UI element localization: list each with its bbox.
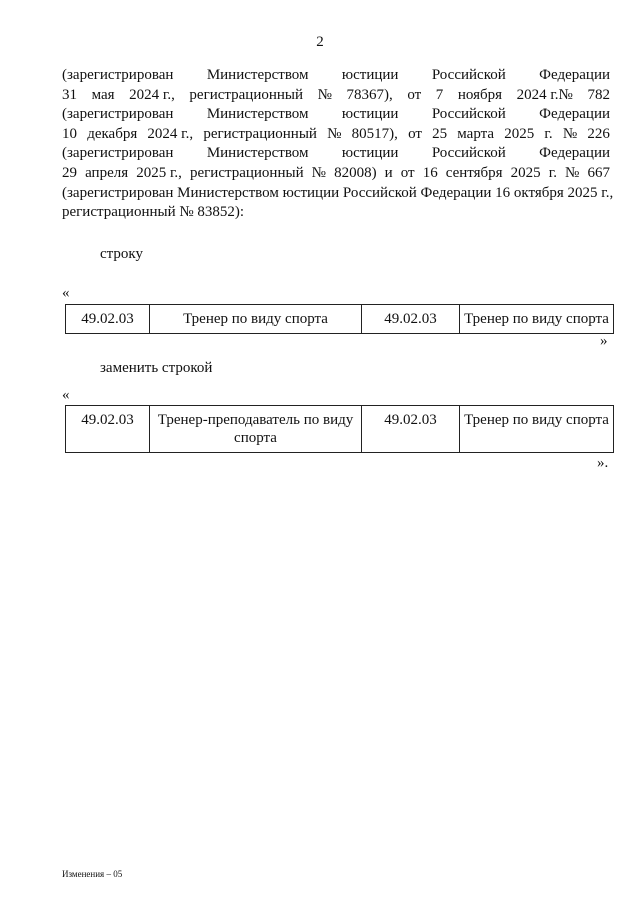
amendment-paragraph — [62, 66, 614, 223]
paragraph-word: 226 — [587, 125, 610, 142]
paragraph-word: Российской — [431, 106, 506, 123]
paragraph-word: Федерации — [539, 145, 610, 162]
label-replace: заменить строкой — [100, 360, 213, 376]
paragraph-word: 29 — [62, 164, 77, 181]
paragraph-word: Российской — [431, 145, 506, 162]
paragraph-word: и — [384, 164, 393, 181]
paragraph-line — [62, 164, 610, 184]
paragraph-line — [62, 105, 610, 125]
paragraph-word: от — [400, 164, 415, 181]
table-cell-qualification: Тренер по виду спорта — [150, 305, 362, 334]
paragraph-word: Министерством — [206, 67, 309, 83]
paragraph-word: 2024 г., — [129, 86, 175, 103]
paragraph-word: декабря — [87, 125, 138, 142]
paragraph-word: Российской — [431, 67, 506, 83]
paragraph-word: Министерством — [206, 145, 309, 162]
table-cell-qualification: Тренер-преподаватель по виду спорта — [150, 406, 362, 453]
table-cell-code: 49.02.03 — [362, 406, 460, 453]
closing-quote-1: » — [600, 333, 608, 349]
page-number: 2 — [316, 34, 324, 50]
footer-note: Изменения – 05 — [62, 869, 123, 879]
paragraph-word: 2025 — [504, 125, 535, 142]
paragraph-word: (зарегистрирован — [62, 145, 174, 162]
paragraph-word: 782 — [587, 86, 610, 103]
paragraph-word: 82008) — [334, 164, 377, 181]
paragraph-word: юстиции — [341, 106, 399, 123]
new-row-table — [65, 405, 614, 453]
paragraph-word: юстиции — [341, 67, 399, 83]
paragraph-word: № — [565, 164, 580, 181]
paragraph-word: 2024 г.№ — [516, 86, 573, 103]
paragraph-line — [62, 144, 610, 164]
paragraph-word: № — [562, 125, 578, 142]
paragraph-word: апреля — [85, 164, 129, 181]
table-cell-code: 49.02.03 — [362, 305, 460, 334]
paragraph-word: г. — [544, 125, 553, 142]
paragraph-word: г. — [548, 164, 557, 181]
paragraph-word: 7 — [435, 86, 444, 103]
paragraph-word: юстиции — [341, 145, 399, 162]
paragraph-word: № — [327, 125, 342, 142]
paragraph-word: 10 — [62, 125, 77, 142]
paragraph-line — [62, 184, 614, 204]
paragraph-word: мая — [91, 86, 115, 103]
paragraph-word: № — [317, 86, 332, 103]
old-row-table — [65, 304, 614, 334]
paragraph-word: 2025 — [510, 164, 541, 181]
paragraph-word: регистрационный — [189, 164, 304, 181]
paragraph-word: (зарегистрирован Министерством юстиции Российской Федерации 16 октября 2025 г., — [62, 184, 614, 201]
table-cell-qualification: Тренер по виду спорта — [460, 305, 614, 334]
paragraph-word: от — [407, 86, 422, 103]
table-cell-qualification: Тренер по виду спорта — [460, 406, 614, 453]
opening-quote-1: « — [62, 285, 70, 301]
table-cell-code: 49.02.03 — [66, 305, 150, 334]
paragraph-word: 31 — [62, 86, 77, 103]
paragraph-word: 25 — [432, 125, 448, 142]
paragraph-word: 80517), — [351, 125, 398, 142]
paragraph-word: 667 — [587, 164, 610, 181]
paragraph-word: регистрационный № 83852): — [62, 204, 245, 221]
paragraph-word: Министерством — [206, 106, 309, 123]
paragraph-word: (зарегистрирован — [62, 106, 174, 123]
paragraph-line — [62, 125, 610, 145]
paragraph-line — [62, 66, 610, 86]
paragraph-word: марта — [457, 125, 495, 142]
paragraph-word: Федерации — [539, 106, 610, 123]
label-row: строку — [100, 246, 143, 262]
table-row — [66, 406, 614, 453]
paragraph-word: 16 — [422, 164, 438, 181]
paragraph-word: Федерации — [539, 67, 610, 83]
paragraph-word: регистрационный — [189, 86, 304, 103]
paragraph-line — [62, 86, 610, 106]
paragraph-line — [62, 203, 610, 223]
paragraph-word: № — [311, 164, 326, 181]
closing-quote-2: ». — [597, 455, 609, 471]
table-row — [66, 305, 614, 334]
paragraph-word: от — [408, 125, 422, 142]
table-cell-code: 49.02.03 — [66, 406, 150, 453]
paragraph-word: регистрационный — [203, 125, 317, 142]
opening-quote-2: « — [62, 387, 70, 403]
paragraph-word: 2025 г., — [136, 164, 182, 181]
paragraph-word: ноября — [457, 86, 503, 103]
paragraph-word: 78367), — [346, 86, 393, 103]
paragraph-word: 2024 г., — [147, 125, 194, 142]
paragraph-word: сентября — [445, 164, 503, 181]
paragraph-word: (зарегистрирован — [62, 67, 174, 83]
